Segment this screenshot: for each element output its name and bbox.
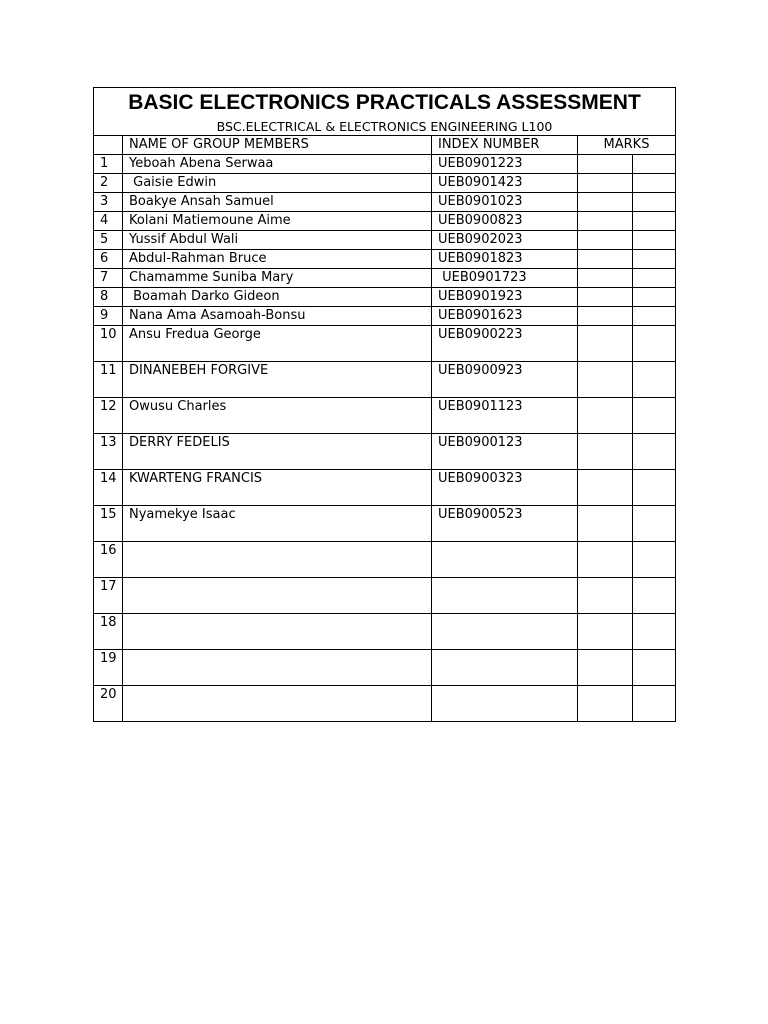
header-name: NAME OF GROUP MEMBERS <box>123 136 432 155</box>
marks-cell-2 <box>633 614 676 650</box>
marks-cell-1 <box>578 362 633 398</box>
member-name: Yeboah Abena Serwaa <box>123 155 432 174</box>
marks-cell-1 <box>578 398 633 434</box>
table-row <box>94 155 676 174</box>
member-name <box>123 686 432 722</box>
table-row <box>94 362 676 398</box>
row-number: 9 <box>94 307 123 326</box>
marks-cell-1 <box>578 506 633 542</box>
marks-cell-2 <box>633 398 676 434</box>
marks-cell-2 <box>633 155 676 174</box>
row-number: 7 <box>94 269 123 288</box>
member-name: DINANEBEH FORGIVE <box>123 362 432 398</box>
table-row <box>94 231 676 250</box>
marks-cell-1 <box>578 174 633 193</box>
member-name: Kolani Matiemoune Aime <box>123 212 432 231</box>
marks-cell-1 <box>578 212 633 231</box>
marks-cell-2 <box>633 542 676 578</box>
document-subtitle: BSC.ELECTRICAL & ELECTRONICS ENGINEERING L100 <box>94 118 676 136</box>
row-number: 5 <box>94 231 123 250</box>
index-number: UEB0901623 <box>432 307 578 326</box>
marks-cell-1 <box>578 288 633 307</box>
member-name: Nyamekye Isaac <box>123 506 432 542</box>
marks-cell-2 <box>633 212 676 231</box>
marks-cell-2 <box>633 470 676 506</box>
marks-cell-1 <box>578 269 633 288</box>
header-marks: MARKS <box>578 136 676 155</box>
index-number: UEB0901023 <box>432 193 578 212</box>
marks-cell-2 <box>633 326 676 362</box>
member-name: Ansu Fredua George <box>123 326 432 362</box>
index-number: UEB0901423 <box>432 174 578 193</box>
marks-cell-2 <box>633 434 676 470</box>
marks-cell-1 <box>578 470 633 506</box>
marks-cell-1 <box>578 542 633 578</box>
document-title: BASIC ELECTRONICS PRACTICALS ASSESSMENT <box>94 88 676 119</box>
member-name: KWARTENG FRANCIS <box>123 470 432 506</box>
marks-cell-2 <box>633 506 676 542</box>
table-row <box>94 614 676 650</box>
marks-cell-1 <box>578 231 633 250</box>
row-number: 6 <box>94 250 123 269</box>
marks-cell-1 <box>578 307 633 326</box>
table-row <box>94 506 676 542</box>
index-number: UEB0900323 <box>432 470 578 506</box>
marks-cell-2 <box>633 362 676 398</box>
row-number: 16 <box>94 542 123 578</box>
table-row <box>94 650 676 686</box>
member-name <box>123 614 432 650</box>
index-number: UEB0900123 <box>432 434 578 470</box>
row-number: 10 <box>94 326 123 362</box>
marks-cell-2 <box>633 307 676 326</box>
header-index: INDEX NUMBER <box>432 136 578 155</box>
index-number: UEB0900523 <box>432 506 578 542</box>
table-row <box>94 578 676 614</box>
index-number: UEB0900823 <box>432 212 578 231</box>
index-number: UEB0901923 <box>432 288 578 307</box>
marks-cell-1 <box>578 614 633 650</box>
index-number: UEB0902023 <box>432 231 578 250</box>
row-number: 11 <box>94 362 123 398</box>
marks-cell-2 <box>633 578 676 614</box>
marks-cell-2 <box>633 250 676 269</box>
marks-cell-2 <box>633 288 676 307</box>
marks-cell-2 <box>633 174 676 193</box>
index-number <box>432 614 578 650</box>
table-row <box>94 434 676 470</box>
table-row <box>94 174 676 193</box>
row-number: 4 <box>94 212 123 231</box>
row-number: 15 <box>94 506 123 542</box>
row-number: 13 <box>94 434 123 470</box>
table-row <box>94 398 676 434</box>
table-row <box>94 250 676 269</box>
index-number <box>432 686 578 722</box>
member-name <box>123 542 432 578</box>
marks-cell-1 <box>578 193 633 212</box>
member-name: DERRY FEDELIS <box>123 434 432 470</box>
member-name: Boakye Ansah Samuel <box>123 193 432 212</box>
index-number: UEB0900223 <box>432 326 578 362</box>
member-name <box>123 650 432 686</box>
row-number: 12 <box>94 398 123 434</box>
table-row <box>94 307 676 326</box>
marks-cell-2 <box>633 193 676 212</box>
row-number: 19 <box>94 650 123 686</box>
table-row <box>94 542 676 578</box>
member-name: Yussif Abdul Wali <box>123 231 432 250</box>
row-number: 20 <box>94 686 123 722</box>
marks-cell-1 <box>578 155 633 174</box>
row-number: 18 <box>94 614 123 650</box>
table-row <box>94 212 676 231</box>
table-row <box>94 470 676 506</box>
index-number: UEB0900923 <box>432 362 578 398</box>
header-number-cell <box>94 136 123 155</box>
table-row <box>94 193 676 212</box>
marks-cell-2 <box>633 269 676 288</box>
index-number: UEB0901223 <box>432 155 578 174</box>
marks-cell-2 <box>633 650 676 686</box>
row-number: 14 <box>94 470 123 506</box>
table-row <box>94 288 676 307</box>
row-number: 2 <box>94 174 123 193</box>
row-number: 17 <box>94 578 123 614</box>
row-number: 8 <box>94 288 123 307</box>
row-number: 1 <box>94 155 123 174</box>
index-number <box>432 650 578 686</box>
index-number: UEB0901823 <box>432 250 578 269</box>
header-row <box>94 136 676 155</box>
row-number: 3 <box>94 193 123 212</box>
marks-cell-2 <box>633 231 676 250</box>
marks-cell-1 <box>578 686 633 722</box>
member-name: Nana Ama Asamoah-Bonsu <box>123 307 432 326</box>
index-number: UEB0901723 <box>432 269 578 288</box>
marks-cell-1 <box>578 578 633 614</box>
member-name: Gaisie Edwin <box>123 174 432 193</box>
index-number: UEB0901123 <box>432 398 578 434</box>
member-name: Boamah Darko Gideon <box>123 288 432 307</box>
table-row <box>94 686 676 722</box>
member-name: Chamamme Suniba Mary <box>123 269 432 288</box>
index-number <box>432 542 578 578</box>
marks-cell-1 <box>578 250 633 269</box>
marks-cell-1 <box>578 650 633 686</box>
marks-cell-2 <box>633 686 676 722</box>
index-number <box>432 578 578 614</box>
table-row <box>94 326 676 362</box>
table-row <box>94 269 676 288</box>
member-name <box>123 578 432 614</box>
assessment-table <box>93 87 676 722</box>
marks-cell-1 <box>578 434 633 470</box>
member-name: Owusu Charles <box>123 398 432 434</box>
marks-cell-1 <box>578 326 633 362</box>
member-name: Abdul-Rahman Bruce <box>123 250 432 269</box>
